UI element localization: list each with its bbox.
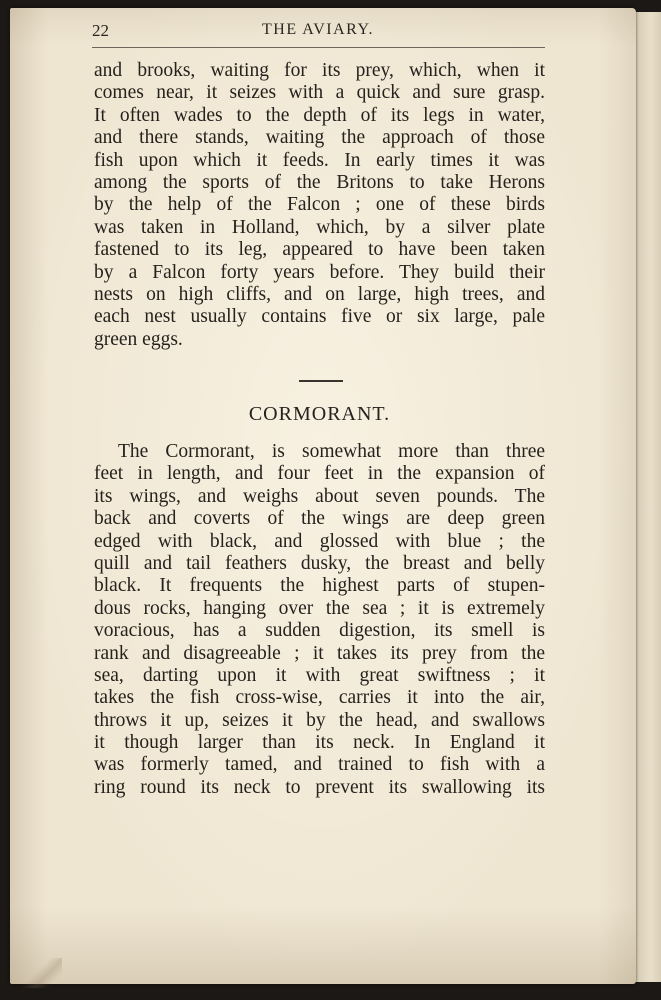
section-divider <box>299 380 343 382</box>
text-line: throws it up, seizes it by the head, and swallows <box>94 709 545 731</box>
cormorant-paragraph <box>94 441 545 799</box>
header-rule <box>92 47 545 48</box>
text-line: its wings, and weighs about seven pounds. The <box>94 485 545 507</box>
running-title: THE AVIARY. <box>262 21 374 38</box>
page-number: 22 <box>92 21 109 40</box>
text-line: voracious, has a sudden digestion, its smell is <box>94 620 545 642</box>
text-line: by the help of the Falcon ; one of these birds <box>94 194 545 216</box>
text-line: green eggs. <box>94 328 183 350</box>
page-header <box>92 18 544 44</box>
text-line: was formerly tamed, and trained to fish with a <box>94 754 545 776</box>
text-line: by a Falcon forty years before. They build their <box>94 261 545 283</box>
text-line: quill and tail feathers dusky, the breast and belly <box>94 552 545 574</box>
text-line: comes near, it seizes with a quick and sure grasp. <box>94 82 545 104</box>
text-line: fish upon which it feeds. In early times it was <box>94 149 545 171</box>
text-line: back and coverts of the wings are deep green <box>94 508 545 530</box>
text-line: feet in length, and four feet in the expansion of <box>94 463 545 485</box>
worn-corner <box>22 958 62 988</box>
text-line: it though larger than its neck. In England it <box>94 732 545 754</box>
text-line: and brooks, waiting for its prey, which, when it <box>94 60 545 81</box>
text-line: edged with black, and glossed with blue ; the <box>94 530 545 552</box>
text-line: ring round its neck to prevent its swallowing its <box>94 776 545 798</box>
adjacent-page-edge <box>636 12 661 982</box>
text-line: dous rocks, hanging over the sea ; it is extremely <box>94 597 545 619</box>
text-line: rank and disagreeable ; it takes its prey from the <box>94 642 545 664</box>
text-line: and there stands, waiting the approach of those <box>94 127 545 149</box>
text-line: sea, darting upon it with great swiftness ; it <box>94 664 545 686</box>
text-line: among the sports of the Britons to take Herons <box>94 171 545 193</box>
text-line: takes the fish cross-wise, carries it into the air, <box>94 687 545 709</box>
continued-paragraph <box>94 60 545 351</box>
text-line: nests on high cliffs, and on large, high trees, and <box>94 283 545 305</box>
text-line: The Cormorant, is somewhat more than three <box>118 441 545 462</box>
text-line: black. It frequents the highest parts of stupen- <box>94 575 545 597</box>
section-heading: CORMORANT. <box>248 403 391 425</box>
text-line: was taken in Holland, which, by a silver plate <box>94 216 545 238</box>
text-line: fastened to its leg, appeared to have been taken <box>94 239 545 261</box>
text-line: each nest usually contains five or six large, pale <box>94 306 545 328</box>
text-line: It often wades to the depth of its legs in water, <box>94 104 545 126</box>
